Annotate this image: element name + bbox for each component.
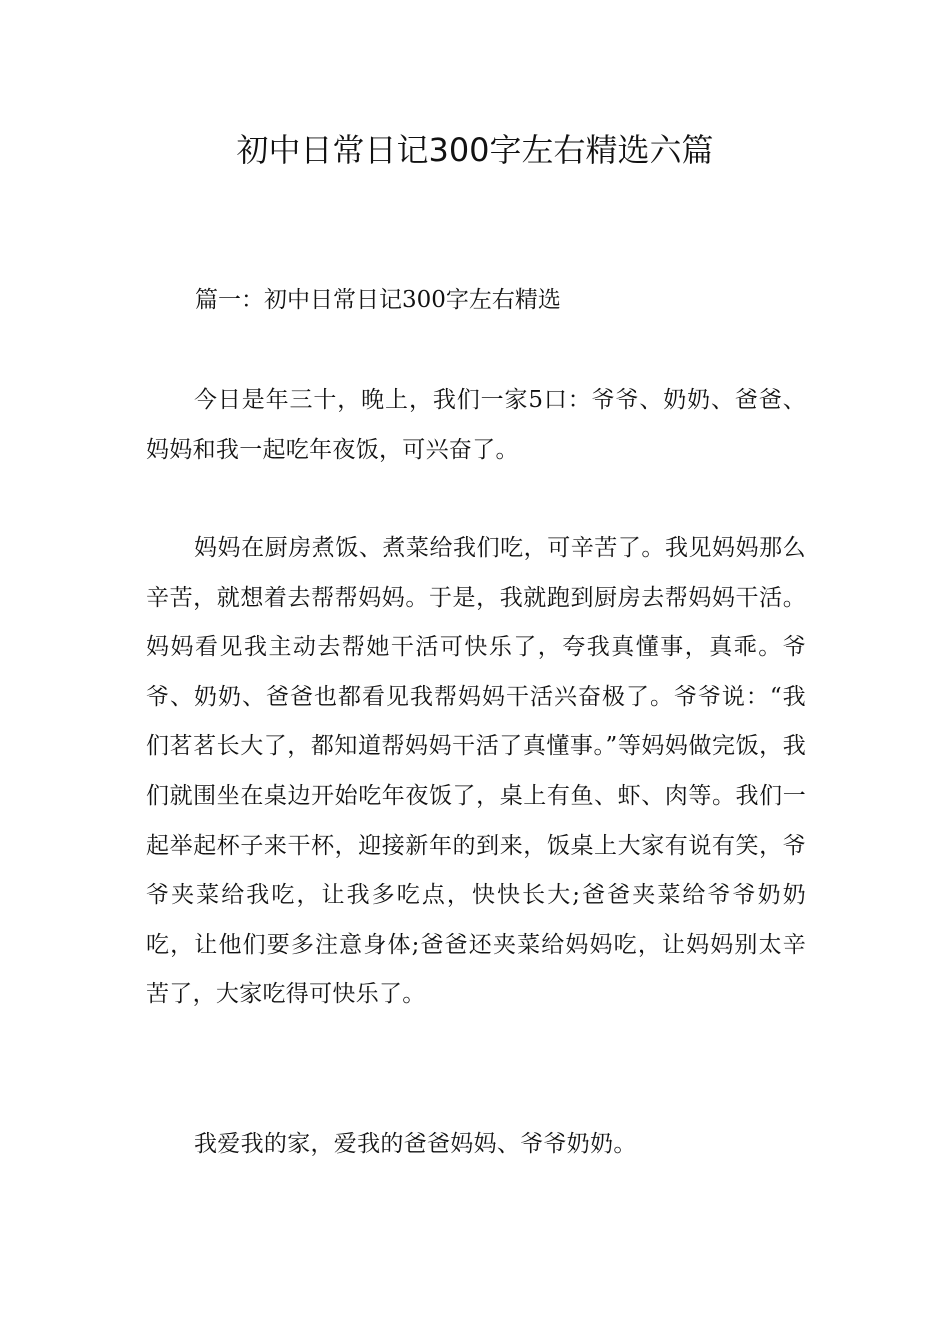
paragraph: 今日是年三十，晚上，我们一家5口：爷爷、奶奶、爸爸、妈妈和我一起吃年夜饭，可兴奋了。: [146, 387, 806, 463]
section-heading: 篇一：初中日常日记300字左右精选: [195, 287, 561, 313]
document-title: 初中日常日记300字左右精选六篇: [236, 131, 714, 169]
paragraph: 我爱我的家，爱我的爸爸妈妈、爷爷奶奶。: [194, 1131, 637, 1157]
paragraph: 妈妈在厨房煮饭、煮菜给我们吃，可辛苦了。我见妈妈那么辛苦，就想着去帮帮妈妈。于是，我就跑到厨房去帮妈妈干活。妈妈看见我主动去帮她干活可快乐了，夸我真懂事，真乖。爷爷、奶奶、爸爸也都看见我帮妈妈干活兴奋极了。爷爷说：“我们茗茗长大了，都知道帮妈妈干活了真懂事。”等妈妈做完饭，我们就围坐在桌边开始吃年夜饭了，桌上有鱼、虾、肉等。我们一起举起杯子来干杯，迎接新年的到来，饭桌上大家有说有笑，爷爷夹菜给我吃，让我多吃点，快快长大;爸爸夹菜给爷爷奶奶吃，让他们要多注意身体;爸爸还夹菜给妈妈吃，让妈妈别太辛苦了，大家吃得可快乐了。: [146, 535, 806, 1008]
